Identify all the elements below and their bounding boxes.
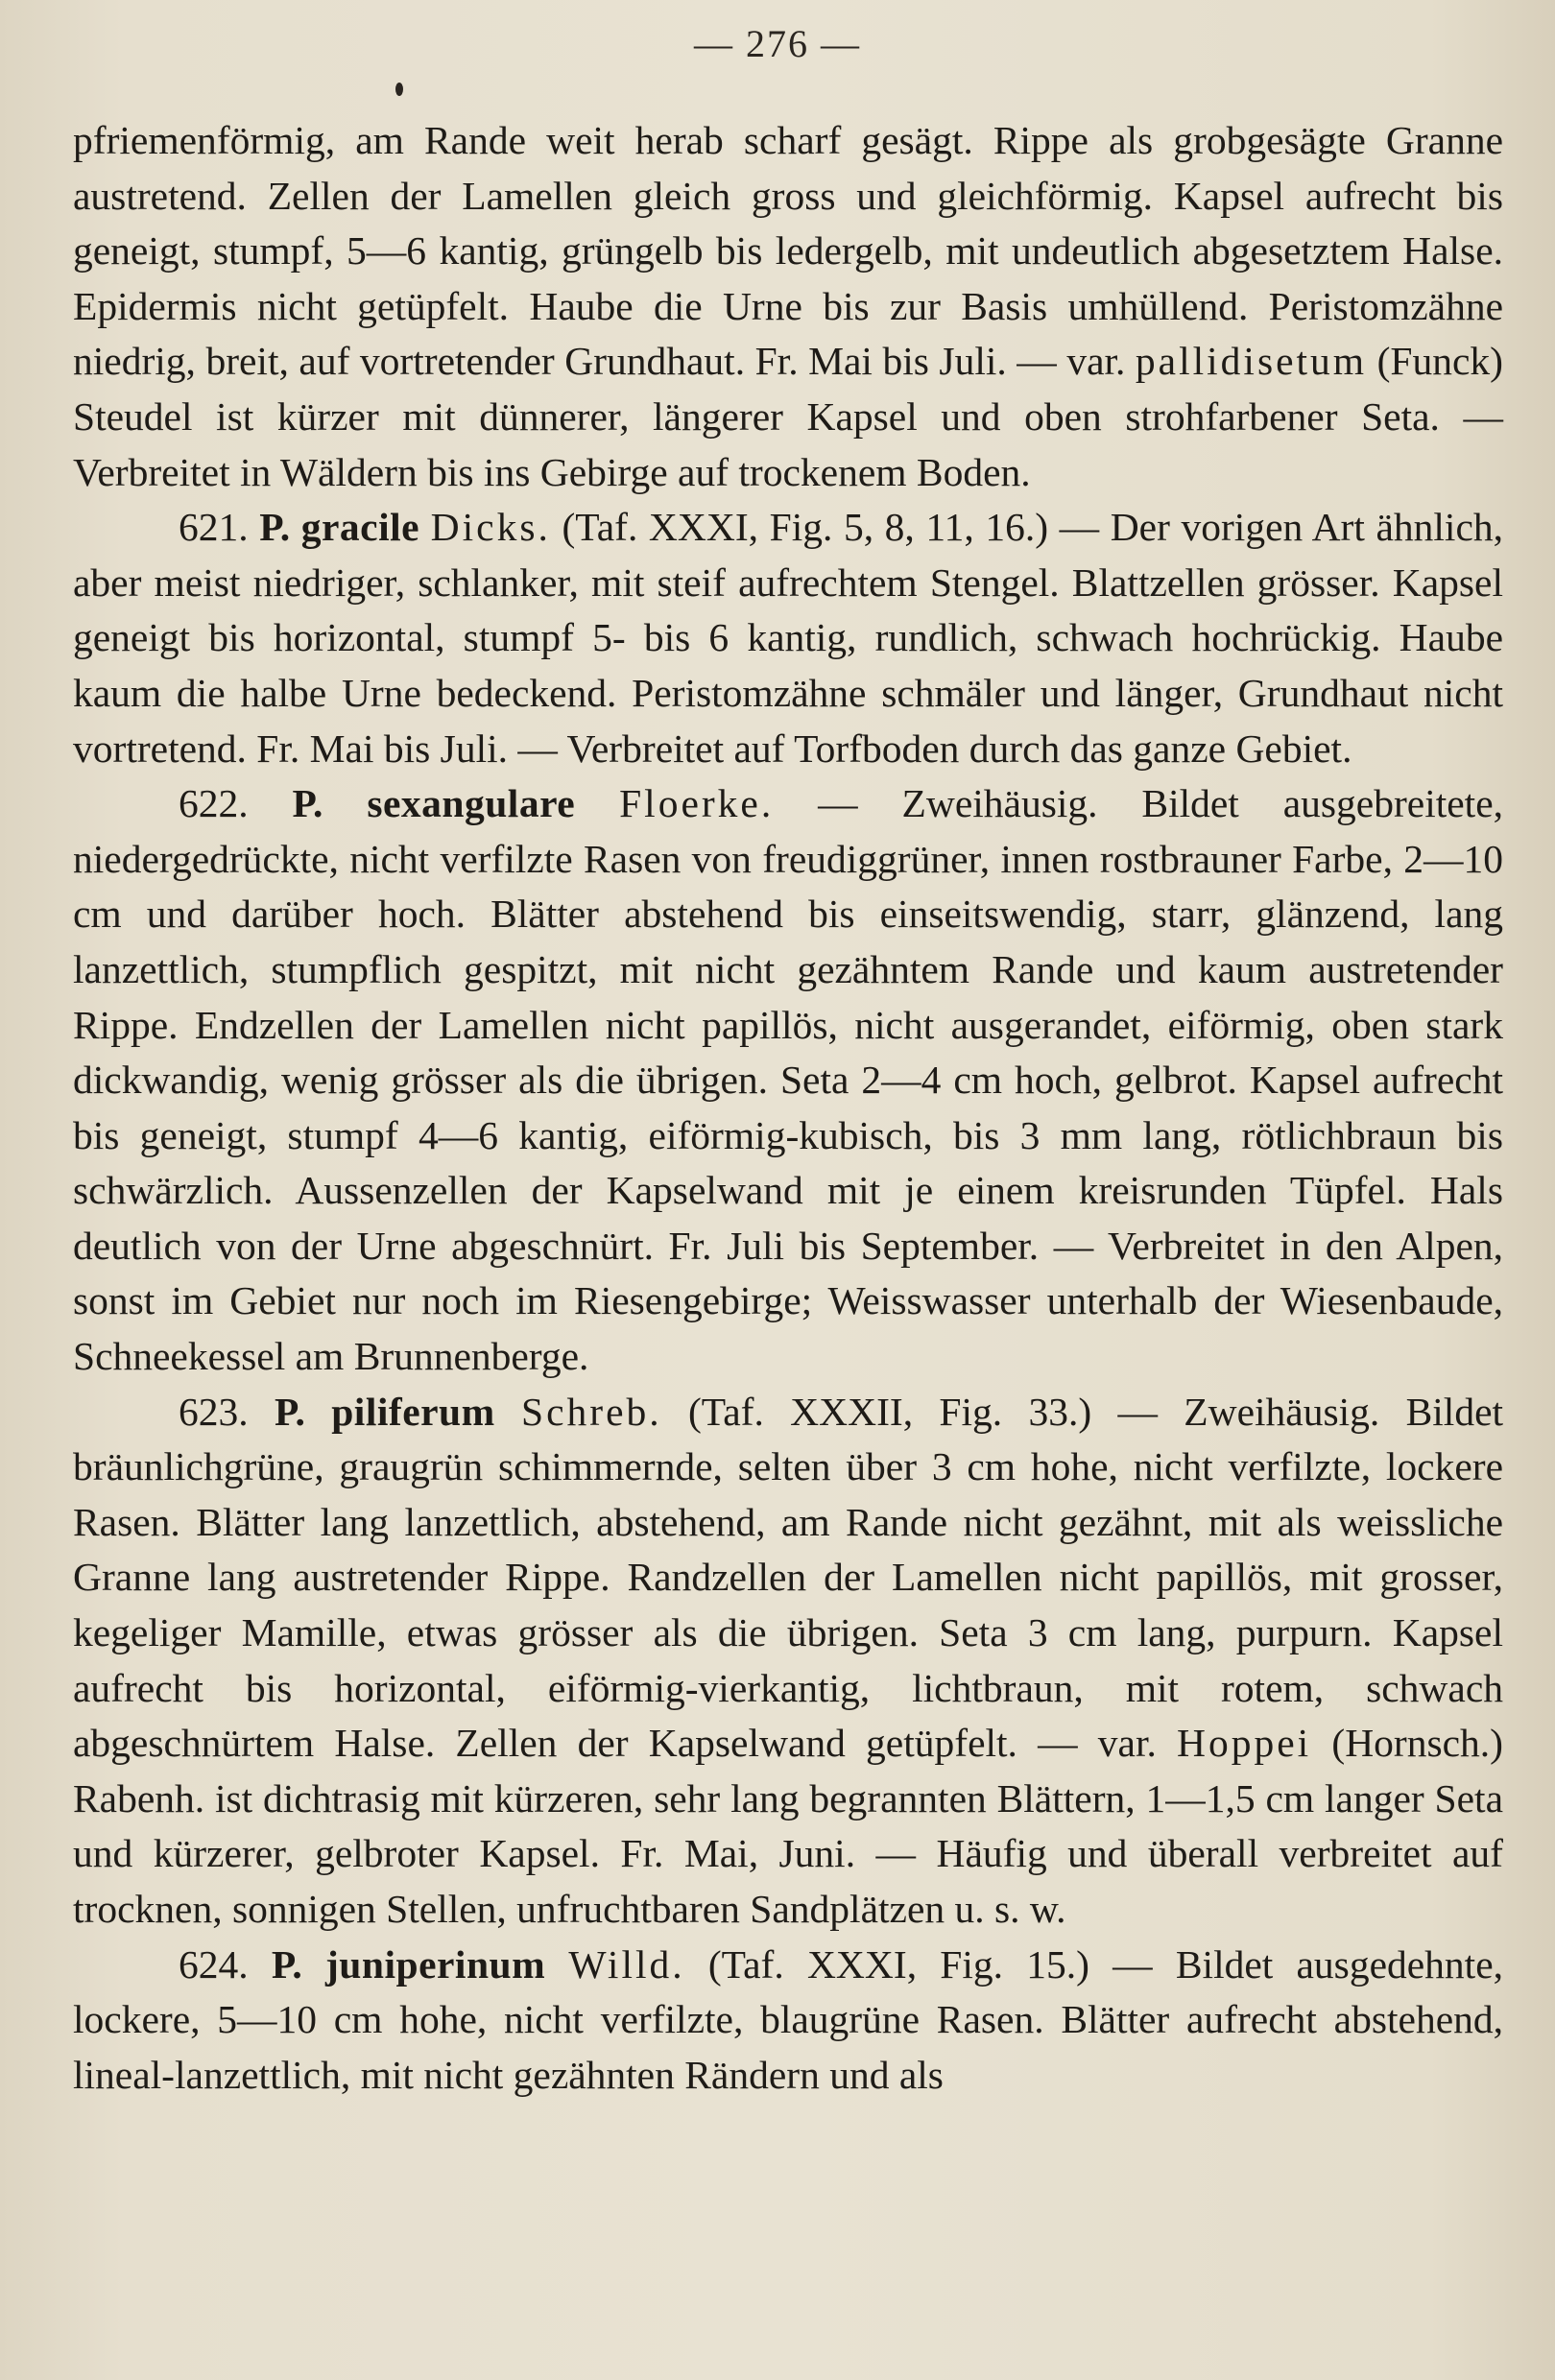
entry-text: (Taf. XXXI, Fig. 5, 8, 11, 16.) — Der vorigen Art ähnlich, aber meist niedriger, schlanker, mit steif aufrechtem Stengel. Blattzellen grösser. Kapsel geneigt bis horizontal, stumpf 5- bis 6 kantig, rundlich, schwach hochrückig. Haube kaum die halbe Urne bedeckend. Peristomzähne schmäler und länger, Grundhaut nicht vortretend. Fr. Mai bis Juli. — Verbreitet auf Torfboden durch das ganze Gebiet. [73, 505, 1503, 771]
entry-number: 623. [179, 1389, 249, 1434]
genus-abbrev: P. [274, 1389, 305, 1434]
variety-label: var. [1097, 1721, 1178, 1766]
paragraph-text-after: (Funck) Steudel ist kürzer mit dünnerer, längerer Kapsel und oben strohfarbener Seta. — Verbreitet in Wäldern bis ins Gebirge auf trockenem Boden. [73, 339, 1504, 494]
variety-label: var. [1066, 339, 1136, 384]
entry-text: (Taf. XXXI, Fig. 15.) — Bildet ausgedehnte, lockere, 5—10 cm hohe, nicht verfilzte, blaugrüne Rasen. Blätter aufrecht abstehend, lineal-lanzettlich, mit nicht gezähnten Rändern und als [73, 1941, 1503, 2097]
species-entry-623 [73, 1385, 1503, 1938]
ink-speck [395, 83, 403, 96]
species-entry-621 [73, 500, 1503, 776]
page-number: — 276 — [694, 22, 861, 65]
entry-number: 622. [179, 781, 249, 826]
genus-abbrev: P. [292, 781, 323, 826]
entry-text: (Taf. XXXII, Fig. 33.) — Zweihäusig. Bildet bräunlichgrüne, graugrün schimmernde, selten über 3 cm hohe, nicht verfilzte, lockere Rasen. Blätter lang lanzettlich, abstehend, am Rande nicht gezähnt, mit als weissliche Granne lang austretender Rippe. Randzellen der Lamellen nicht papillös, mit grosser, kegeliger Mamille, etwas grösser als die übrigen. Seta 3 cm lang, purpurn. Kapsel aufrecht bis horizontal, eiförmig-vierkantig, lichtbraun, mit rotem, schwach abgeschnürtem Halse. Zellen der Kapselwand getüpfelt. — [73, 1389, 1504, 1766]
body-text [73, 113, 1503, 2103]
species-name: piliferum [331, 1389, 495, 1434]
variety-name: pallidisetum [1135, 339, 1368, 384]
species-entry-622 [73, 776, 1503, 1385]
species-name: sexangulare [367, 781, 576, 826]
variety-name: Hoppei [1177, 1721, 1312, 1766]
species-name: gracile [300, 505, 420, 550]
author-name: Schreb. [521, 1389, 662, 1434]
entry-number: 621. [179, 505, 249, 550]
author-name: Dicks. [430, 505, 551, 550]
genus-abbrev: P. [271, 1941, 302, 1987]
species-name: juniperinum [324, 1941, 546, 1987]
genus-abbrev: P. [259, 505, 291, 550]
entry-text-after: (Hornsch.) Rabenh. ist dichtrasig mit kürzeren, sehr lang begrannten Blättern, 1—1,5 cm langer Seta und kürzerer, gelbroter Kapsel. Fr. Mai, Juni. — Häufig und überall verbreitet auf trocknen, sonnigen Stellen, unfruchtbaren Sandplätzen u. s. w. [73, 1721, 1503, 1931]
entry-number: 624. [179, 1941, 249, 1987]
author-name: Floerke. [619, 781, 775, 826]
author-name: Willd. [568, 1941, 685, 1987]
species-entry-624 [73, 1938, 1503, 2104]
paragraph-text: pfriemenförmig, am Rande weit herab scharf gesägt. Rippe als grobgesägte Granne austretend. Zellen der Lamellen gleich gross und gleichförmig. Kapsel aufrecht bis geneigt, stumpf, 5—6 kantig, grüngelb bis ledergelb, mit undeutlich abgesetztem Halse. Epidermis nicht getüpfelt. Haube die Urne bis zur Basis umhüllend. Peristomzähne niedrig, breit, auf vortretender Grundhaut. Fr. Mai bis Juli. — [73, 118, 1503, 384]
entry-text: — Zweihäusig. Bildet ausgebreitete, niedergedrückte, nicht verfilzte Rasen von freudiggrüner, innen rostbrauner Farbe, 2—10 cm und darüber hoch. Blätter abstehend bis einseitswendig, starr, glänzend, lang lanzettlich, stumpflich gespitzt, mit nicht gezähntem Rande und kaum austretender Rippe. Endzellen der Lamellen nicht papillös, nicht ausgerandet, eiförmig, oben stark dickwandig, wenig grösser als die übrigen. Seta 2—4 cm hoch, gelbrot. Kapsel aufrecht bis geneigt, stumpf 4—6 kantig, eiförmig-kubisch, bis 3 mm lang, rötlichbraun bis schwärzlich. Aussenzellen der Kapselwand mit je einem kreisrunden Tüpfel. Hals deutlich von der Urne abgeschnürt. Fr. Juli bis September. — Verbreitet in den Alpen, sonst im Gebiet nur noch im Riesengebirge; Weisswasser unterhalb der Wiesenbaude, Schneekessel am Brunnenberge. [73, 781, 1504, 1379]
continuation-paragraph [73, 113, 1503, 500]
